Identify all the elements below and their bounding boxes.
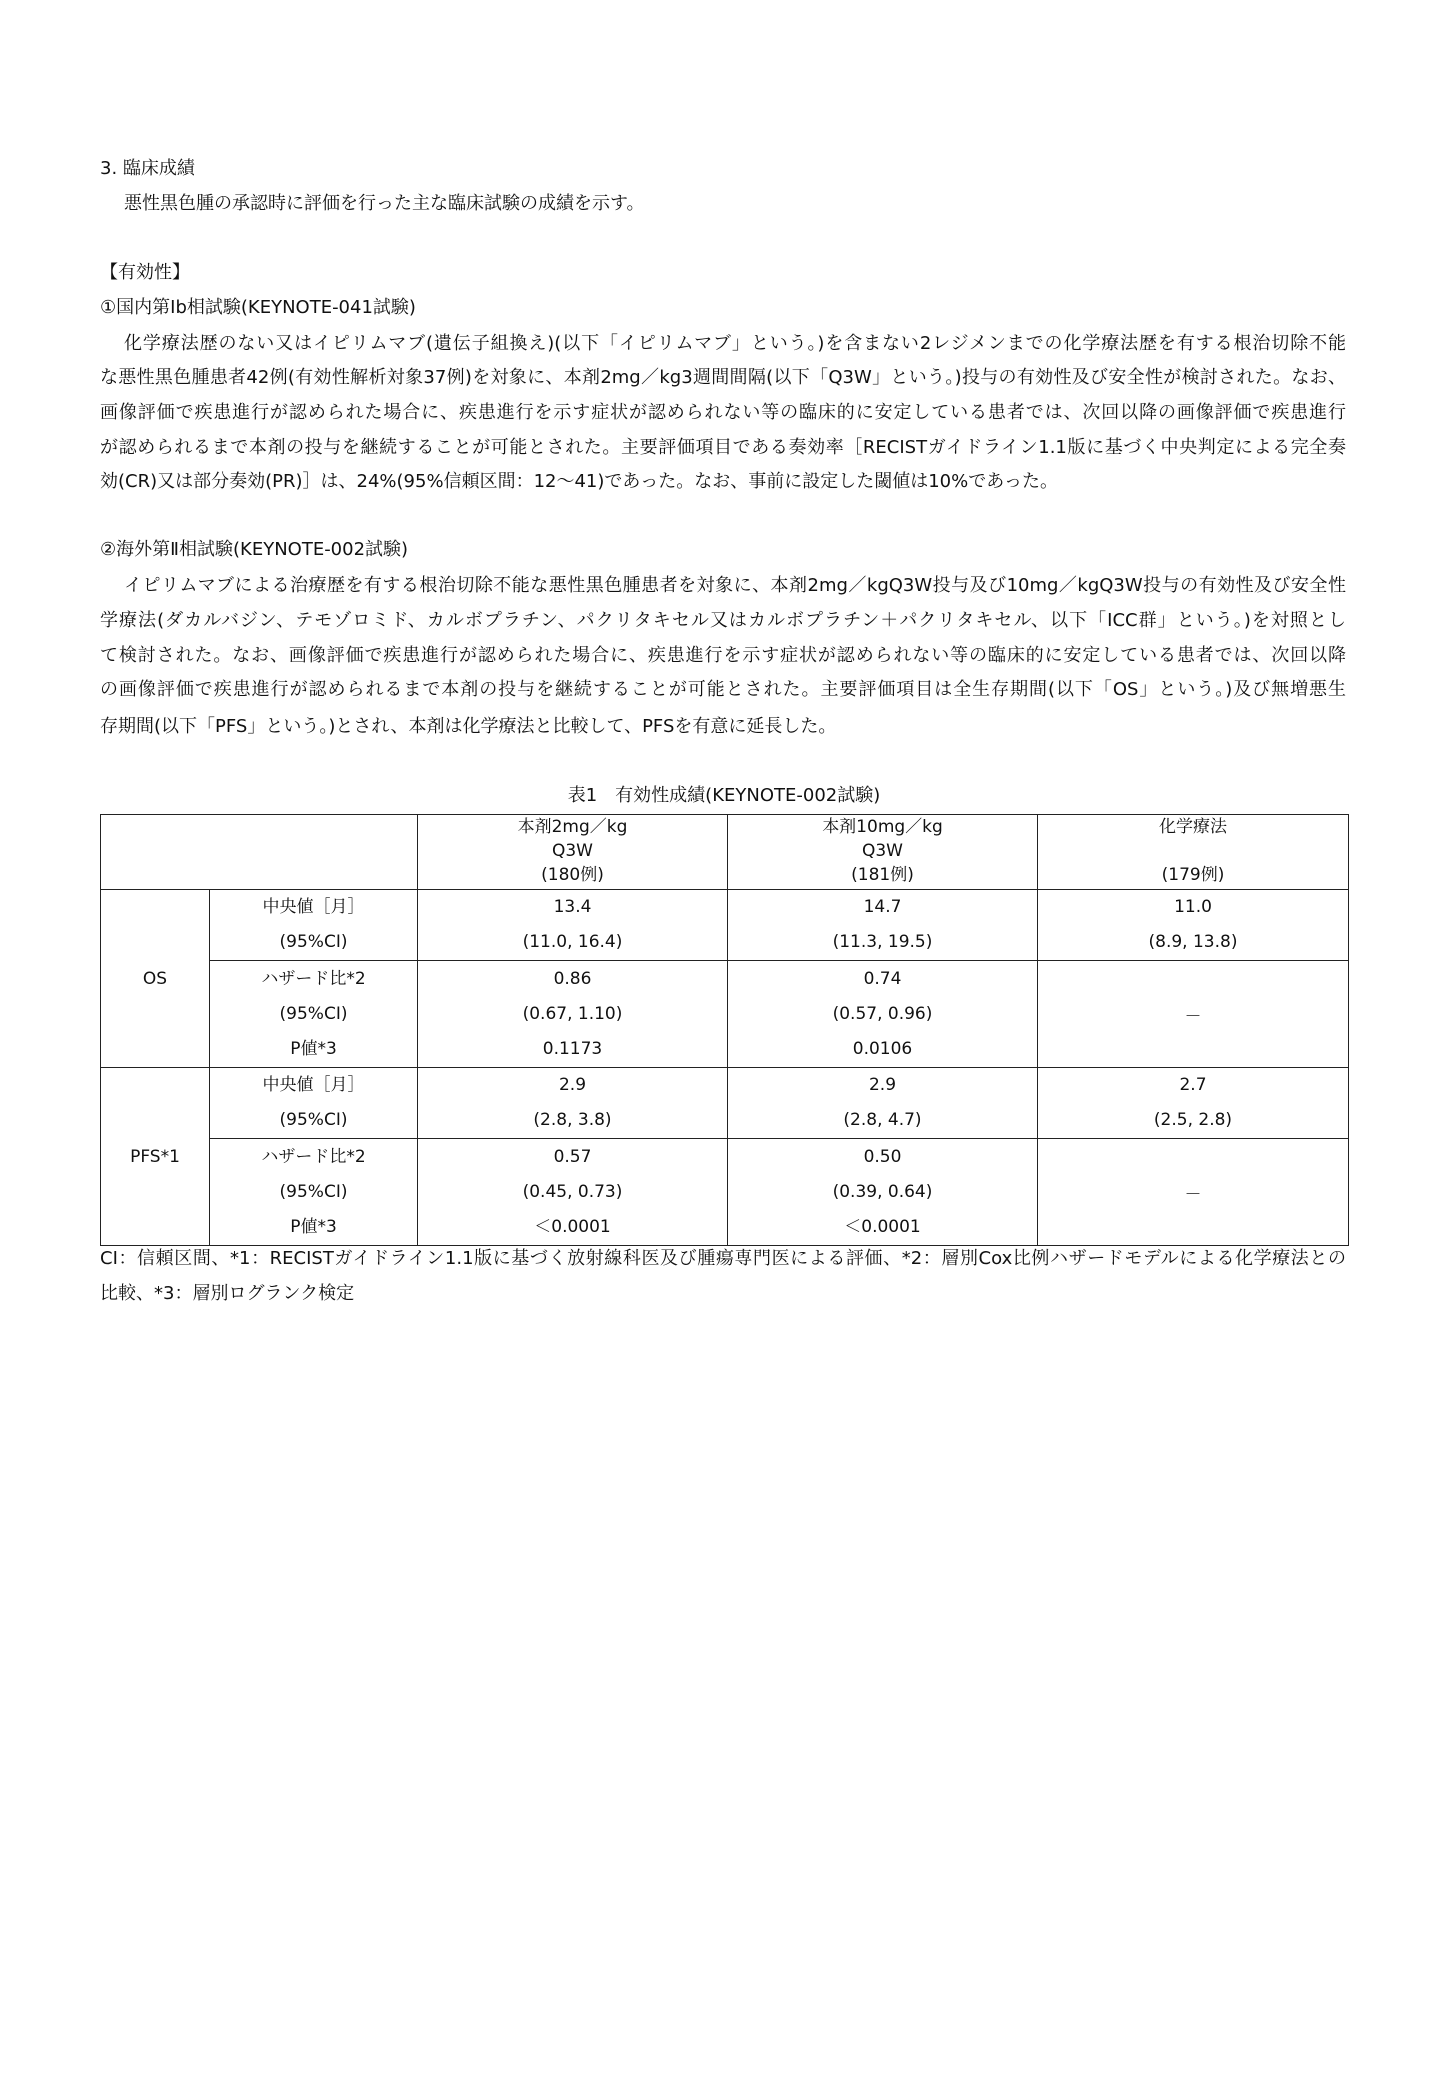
intro-text: 悪性黒色腫の承認時に評価を行った主な臨床試験の成績を示す。: [124, 193, 645, 214]
efficacy-heading: 【有効性】: [100, 262, 190, 283]
median-label: [210, 1068, 418, 1139]
cell-text: 2.7: [1179, 1075, 1207, 1095]
cell-text: (95%CI): [279, 1110, 348, 1130]
cell-text: 中央値［月］: [262, 1075, 365, 1095]
cell-text: 0.86: [553, 968, 592, 989]
header-empty-cell: [101, 815, 418, 890]
cell-text: 0.74: [863, 968, 902, 989]
cell-text: 0.1173: [542, 1038, 603, 1059]
pfs-median-chemo: [1038, 1068, 1349, 1139]
cell-text: (8.9, 13.8): [1148, 932, 1238, 952]
cell-text: 13.4: [553, 897, 592, 917]
table-header-row: [101, 815, 1349, 890]
cell-text: (2.8, 3.8): [533, 1110, 612, 1130]
cell-text: ＜0.0001: [534, 1216, 611, 1237]
cell-text: 中央値［月］: [262, 897, 365, 917]
cell-text: (0.67, 1.10): [522, 1003, 623, 1024]
os-label: OS: [101, 890, 210, 1068]
cell-text: ハザード比*2: [261, 968, 366, 989]
cell-text: 本剤2mg／kg: [517, 817, 628, 837]
cell-text: (0.45, 0.73): [522, 1181, 623, 1202]
study1-line: 化学療法歴のない又はイピリムマブ(遺伝子組換え)(以下「イピリムマブ」という。)を含まない2レジメンまでの化学療法歴を有する根治切除不能: [124, 333, 1346, 354]
study2-title: ②海外第Ⅱ相試験(KEYNOTE-002試験): [100, 539, 409, 560]
cell-text: 0.50: [863, 1146, 902, 1167]
header-2mg: [418, 815, 728, 890]
pfs-median-10mg: [728, 1068, 1038, 1139]
cell-text: 14.7: [863, 897, 902, 917]
header-chemo: [1038, 815, 1349, 890]
cell-text: 化学療法: [1159, 817, 1227, 837]
cell-text: (180例): [541, 865, 604, 885]
table-footnote: 比較、*3：層別ログランク検定: [100, 1283, 355, 1304]
cell-text: ハザード比*2: [261, 1146, 366, 1167]
header-10mg: [728, 815, 1038, 890]
cell-text: (181例): [851, 865, 914, 885]
cell-text: (0.57, 0.96): [832, 1003, 933, 1024]
pfs-median-2mg: [418, 1068, 728, 1139]
study1-title: ①国内第Ⅰb相試験(KEYNOTE-041試験): [100, 297, 416, 318]
pfs-hr-chemo: －: [1038, 1139, 1349, 1246]
os-median-10mg: [728, 890, 1038, 961]
os-median-chemo: [1038, 890, 1349, 961]
cell-text: P値*3: [290, 1038, 337, 1059]
study2-line: 存期間(以下「PFS」という。)とされ、本剤は化学療法と比較して、PFSを有意に延長した。: [100, 716, 837, 737]
section-title: 3. 臨床成績: [100, 158, 195, 179]
cell-text: (95%CI): [279, 1003, 348, 1024]
os-hr-10mg: [728, 961, 1038, 1068]
study1-line: 画像評価で疾患進行が認められた場合に、疾患進行を示す症状が認められない等の臨床的に安定している患者では、次回以降の画像評価で疾患進行: [100, 402, 1346, 423]
cell-text: 11.0: [1174, 897, 1212, 917]
study1-line: が認められるまで本剤の投与を継続することが可能とされた。主要評価項目である奏効率［RECISTガイドライン1.1版に基づく中央判定による完全奏: [100, 437, 1346, 458]
cell-text: Q3W: [861, 841, 903, 861]
cell-text: (95%CI): [279, 1181, 348, 1202]
study2-line: の画像評価で疾患進行が認められるまで本剤の投与を継続することが可能とされた。主要評価項目は全生存期間(以下「OS」という。)及び無増悪生: [100, 679, 1346, 700]
os-hr-2mg: [418, 961, 728, 1068]
cell-text: 本剤10mg／kg: [822, 817, 943, 837]
cell-text: Q3W: [551, 841, 593, 861]
cell-text: P値*3: [290, 1216, 337, 1237]
efficacy-table: [100, 814, 1349, 1246]
study2-line: イピリムマブによる治療歴を有する根治切除不能な悪性黒色腫患者を対象に、本剤2mg／kgQ3W投与及び10mg／kgQ3W投与の有効性及び安全性: [124, 575, 1346, 596]
study2-line: て検討された。なお、画像評価で疾患進行が認められた場合に、疾患進行を示す症状が認められない等の臨床的に安定している患者では、次回以降: [100, 645, 1346, 666]
table-row: [101, 961, 1349, 1068]
hr-label: [210, 1139, 418, 1246]
cell-text: (2.5, 2.8): [1153, 1110, 1233, 1130]
pfs-label: PFS*1: [101, 1068, 210, 1246]
study1-line: な悪性黒色腫患者42例(有効性解析対象37例)を対象に、本剤2mg／kg3週間間隔(以下「Q3W」という。)投与の有効性及び安全性が検討された。なお、: [100, 367, 1346, 388]
os-median-2mg: [418, 890, 728, 961]
cell-text: 2.9: [868, 1075, 897, 1095]
table-caption: 表1 有効性成績(KEYNOTE-002試験): [567, 785, 881, 806]
cell-text: [1038, 839, 1348, 863]
table-row: [101, 890, 1349, 961]
cell-text: (95%CI): [279, 932, 348, 952]
study2-line: 学療法(ダカルバジン、テモゾロミド、カルボプラチン、パクリタキセル又はカルボプラチン＋パクリタキセル、以下「ICC群」という。)を対照とし: [100, 610, 1346, 631]
cell-text: 2.9: [558, 1075, 587, 1095]
cell-text: (0.39, 0.64): [832, 1181, 933, 1202]
cell-text: (179例): [1161, 865, 1225, 885]
cell-text: (11.3, 19.5): [832, 932, 933, 952]
os-hr-chemo: －: [1038, 961, 1349, 1068]
cell-text: 0.0106: [852, 1038, 913, 1059]
cell-text: (11.0, 16.4): [522, 932, 623, 952]
pfs-hr-10mg: [728, 1139, 1038, 1246]
median-label: [210, 890, 418, 961]
hr-label: [210, 961, 418, 1068]
cell-text: 0.57: [553, 1146, 592, 1167]
table-footnote: CI：信頼区間、*1：RECISTガイドライン1.1版に基づく放射線科医及び腫瘍専門医による評価、*2：層別Cox比例ハザードモデルによる化学療法との: [100, 1248, 1346, 1269]
table-row: [101, 1139, 1349, 1246]
cell-text: (2.8, 4.7): [843, 1110, 922, 1130]
pfs-hr-2mg: [418, 1139, 728, 1246]
cell-text: ＜0.0001: [844, 1216, 921, 1237]
table-row: [101, 1068, 1349, 1139]
study1-line: 効(CR)又は部分奏効(PR)］は、24%(95%信頼区間：12～41)であった。なお、事前に設定した閾値は10%であった。: [100, 471, 1059, 492]
